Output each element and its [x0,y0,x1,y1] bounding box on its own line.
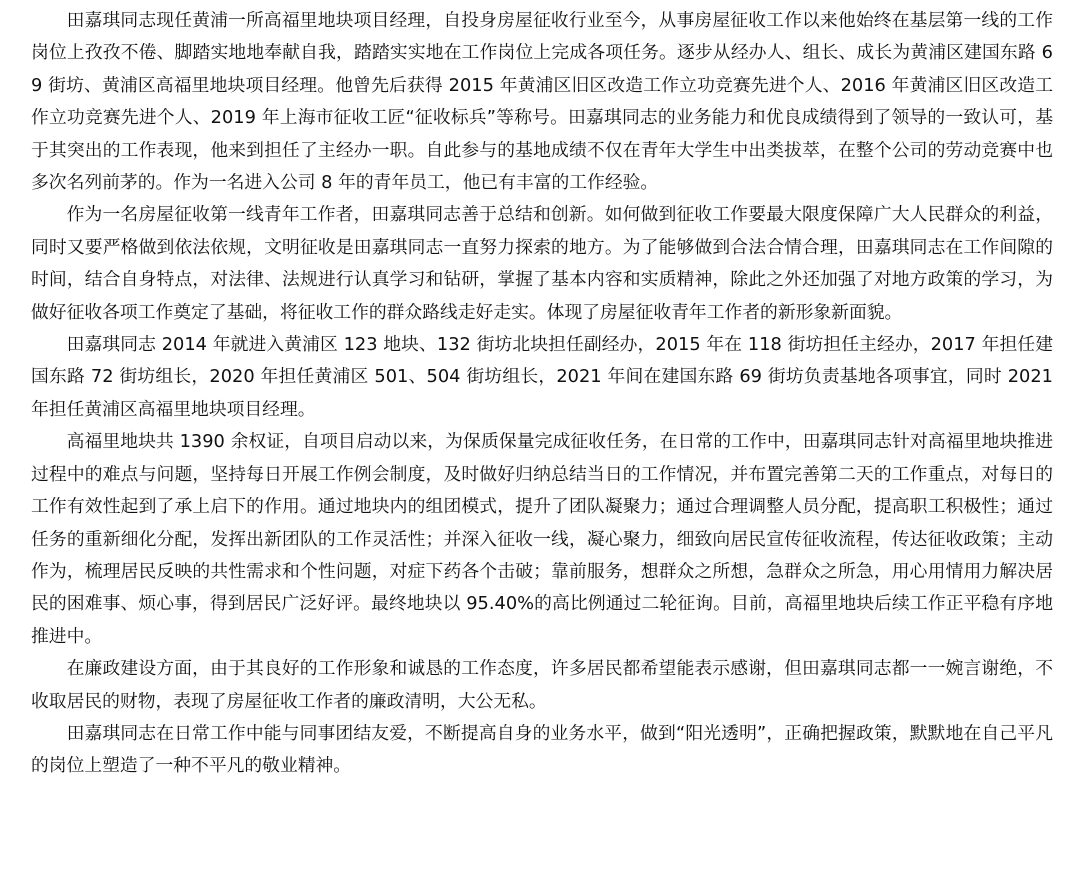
paragraph-gaofuli-project: 高福里地块共 1390 余权证，自项目启动以来，为保质保量完成征收任务，在日常的工作中，田嘉琪同志针对高福里地块推进过程中的难点与问题，坚持每日开展工作例会制度，及时做好归纳总结当日的工作情况，并布置完善第二天的工作重点，对每日的工作有效性起到了承上启下的作用。通过地块内的组团模式，提升了团队凝聚力；通过合理调整人员分配，提高职工积极性；通过任务的重新细化分配，发挥出新团队的工作灵活性；并深入征收一线，凝心聚力，细致向居民宣传征收流程，传达征收政策；主动作为，梳理居民反映的共性需求和个性问题，对症下药各个击破；靠前服务，想群众之所想，急群众之所急，用心用情用力解决居民的困难事、烦心事，得到居民广泛好评。最终地块以 95.40%的高比例通过二轮征询。目前，高福里地块后续工作正平稳有序地推进中。 [31,431,1053,647]
paragraph-integrity: 在廉政建设方面，由于其良好的工作形象和诚恳的工作态度，许多居民都希望能表示感谢，但田嘉琪同志都一一婉言谢绝，不收取居民的财物，表现了房屋征收工作者的廉政清明，大公无私。 [31,658,1053,712]
paragraph-introduction: 田嘉琪同志现任黄浦一所高福里地块项目经理，自投身房屋征收行业至今，从事房屋征收工作以来他始终在基层第一线的工作岗位上孜孜不倦、脚踏实地地奉献自我，踏踏实实地在工作岗位上完成各项任务。逐步从经办人、组长、成长为黄浦区建国东路 69 街坊、黄浦区高福里地块项目经理。他曾先后获得 2015 年黄浦区旧区改造工作立功竞赛先进个人、2016 年黄浦区旧区改造工作立功竞赛先进个人、2019 年上海市征收工匠“征收标兵”等称号。田嘉琪同志的业务能力和优良成绩得到了领导的一致认可，基于其突出的工作表现，他来到担任了主经办一职。自此参与的基地成绩不仅在青年大学生中出类拔萃，在整个公司的劳动竞赛中也多次名列前茅的。作为一名进入公司 8 年的青年员工，他已有丰富的工作经验。 [31,10,1053,194]
paragraph-career-history: 田嘉琪同志 2014 年就进入黄浦区 123 地块、132 街坊北块担任副经办，2015 年在 118 街坊担任主经办，2017 年担任建国东路 72 街坊组长，2020 年担任黄浦区 501、504 街坊组长，2021 年间在建国东路 69 街坊负责基地各项事宜，同时 2021 年担任黄浦区高福里地块项目经理。 [31,334,1053,420]
paragraph-innovation: 作为一名房屋征收第一线青年工作者，田嘉琪同志善于总结和创新。如何做到征收工作要最大限度保障广大人民群众的利益，同时又要严格做到依法依规，文明征收是田嘉琪同志一直努力探索的地方。为了能够做到合法合情合理，田嘉琪同志在工作间隙的时间，结合自身特点，对法律、法规进行认真学习和钻研，掌握了基本内容和实质精神，除此之外还加强了对地方政策的学习，为做好征收各项工作奠定了基础，将征收工作的群众路线走好走实。体现了房屋征收青年工作者的新形象新面貌。 [31,204,1053,323]
paragraph-conclusion: 田嘉琪同志在日常工作中能与同事团结友爱，不断提高自身的业务水平，做到“阳光透明”，正确把握政策，默默地在自己平凡的岗位上塑造了一种不平凡的敬业精神。 [31,722,1053,777]
article-body [31,5,1053,783]
